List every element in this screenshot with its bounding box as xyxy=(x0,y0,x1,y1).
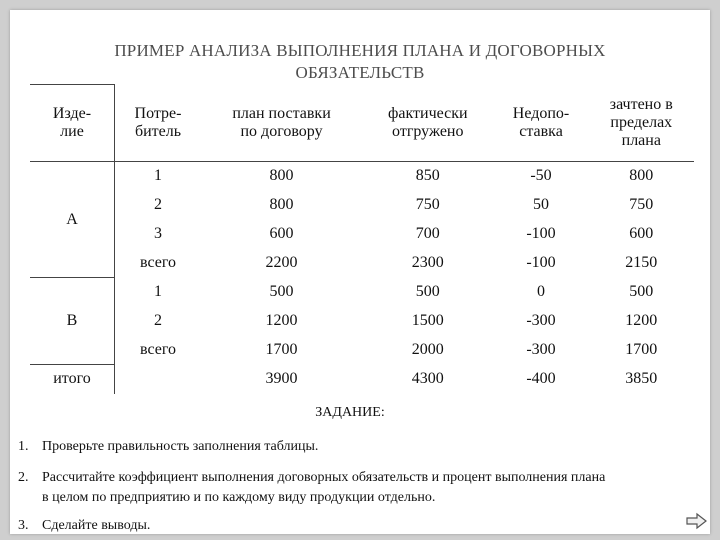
task-text: в целом по предприятию и по каждому виду продукции отдельно. xyxy=(42,490,436,505)
header-product: Изде- лие xyxy=(30,85,115,162)
shortfall-cell: -300 xyxy=(526,312,556,329)
consumer-cell: 2 xyxy=(154,196,162,213)
actual-cell: 4300 xyxy=(411,370,444,387)
next-arrow-icon[interactable] xyxy=(686,512,708,530)
shortfall-cell: -50 xyxy=(530,167,552,185)
table-row xyxy=(30,162,694,191)
actual-cell: 500 xyxy=(415,283,440,300)
product-cell: А xyxy=(30,162,115,278)
plan-cell: 3900 xyxy=(265,370,298,387)
page-title: ПРИМЕР АНАЛИЗА ВЫПОЛНЕНИЯ ПЛАНА И ДОГОВОРНЫХ ОБЯЗАТЕЛЬСТВ xyxy=(114,41,606,82)
consumer-cell: всего xyxy=(139,254,177,271)
task-number: 2. xyxy=(18,470,29,485)
table-row-total xyxy=(30,365,694,394)
header-shortfall: Недопо- ставка xyxy=(493,85,588,162)
credited-cell: 1200 xyxy=(625,312,658,329)
product-cell: В xyxy=(30,278,115,365)
actual-cell: 2300 xyxy=(411,254,444,271)
actual-cell: 2000 xyxy=(411,341,444,358)
plan-cell: 1200 xyxy=(265,312,298,329)
plan-analysis-table xyxy=(30,84,694,394)
consumer-cell: 1 xyxy=(154,167,162,185)
shortfall-cell: 0 xyxy=(537,283,546,300)
shortfall-cell: -300 xyxy=(526,341,556,358)
credited-cell: 1700 xyxy=(625,341,658,358)
consumer-cell: 1 xyxy=(154,283,162,300)
slide xyxy=(10,10,710,534)
credited-cell: 2150 xyxy=(625,254,658,271)
table-row xyxy=(30,336,694,365)
header-plan: план поставки по договору xyxy=(201,85,362,162)
table-row xyxy=(30,220,694,249)
plan-cell: 2200 xyxy=(265,254,298,271)
product-cell: итого xyxy=(30,365,115,394)
shortfall-cell: -100 xyxy=(526,225,556,242)
credited-cell: 800 xyxy=(629,167,654,185)
header-consumer: Потре- битель xyxy=(115,85,202,162)
plan-cell: 500 xyxy=(269,283,294,300)
header-credited: зачтено в пределах плана xyxy=(589,85,694,162)
task-text: Проверьте правильность заполнения таблицы. xyxy=(42,439,319,454)
plan-cell: 600 xyxy=(269,225,294,242)
actual-cell: 750 xyxy=(415,196,440,213)
task-number: 3. xyxy=(18,518,29,533)
credited-cell: 600 xyxy=(629,225,654,242)
table-row xyxy=(30,307,694,336)
consumer-cell xyxy=(115,365,202,394)
plan-cell: 1700 xyxy=(265,341,298,358)
task-number: 1. xyxy=(18,439,29,454)
table-row xyxy=(30,278,694,307)
task-heading: ЗАДАНИЕ: xyxy=(315,405,385,420)
plan-cell: 800 xyxy=(269,167,294,185)
consumer-cell: 2 xyxy=(154,312,162,329)
table-header-row xyxy=(30,85,694,162)
actual-cell: 700 xyxy=(415,225,440,242)
actual-cell: 850 xyxy=(415,167,440,185)
credited-cell: 3850 xyxy=(625,370,658,387)
header-actual: фактически отгружено xyxy=(362,85,493,162)
credited-cell: 500 xyxy=(629,283,654,300)
credited-cell: 750 xyxy=(629,196,654,213)
shortfall-cell: -100 xyxy=(526,254,556,271)
table-row xyxy=(30,191,694,220)
plan-cell: 800 xyxy=(269,196,294,213)
shortfall-cell: 50 xyxy=(533,196,550,213)
consumer-cell: 3 xyxy=(154,225,162,242)
task-section xyxy=(10,403,710,533)
task-text: Рассчитайте коэффициент выполнения договорных обязательств и процент выполнения плана xyxy=(42,470,606,485)
table-row xyxy=(30,249,694,278)
shortfall-cell: -400 xyxy=(526,370,556,387)
task-text: Сделайте выводы. xyxy=(42,518,151,533)
actual-cell: 1500 xyxy=(411,312,444,329)
consumer-cell: всего xyxy=(139,341,177,358)
